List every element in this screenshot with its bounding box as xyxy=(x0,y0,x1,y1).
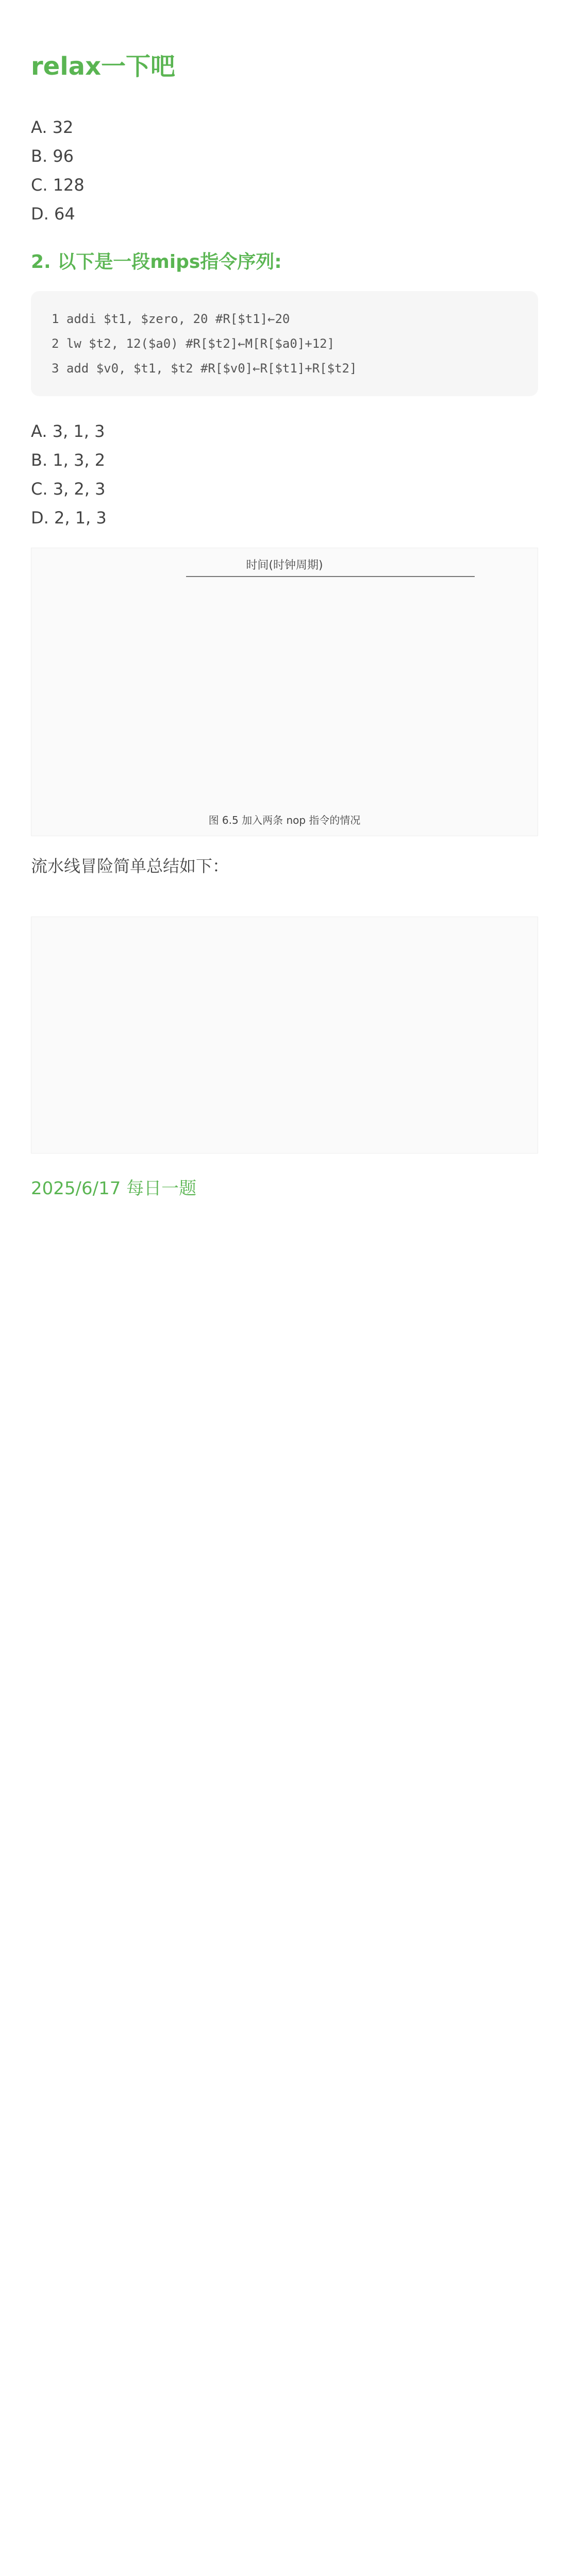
post-title: relax一下吧 xyxy=(31,52,176,81)
question-2-heading: 2. 以下是一段mips指令序列: xyxy=(31,251,282,273)
code-line: 1 addi $t1, $zero, 20 #R[$t1]←20 xyxy=(52,312,290,326)
q2-option-a: A. 3, 1, 3 xyxy=(31,421,105,441)
q1-option-a: A. 32 xyxy=(31,117,74,137)
q2-option-c: C. 3, 2, 3 xyxy=(31,479,106,499)
q1-option-c: C. 128 xyxy=(31,175,85,195)
q2-option-b: B. 1, 3, 2 xyxy=(31,450,106,470)
q1-option-d: D. 64 xyxy=(31,204,75,224)
monitor-svg xyxy=(31,917,538,1153)
pipeline-caption: 图 6.5 加入两条 nop 指令的情况 xyxy=(208,814,361,826)
pipeline-diagram xyxy=(31,548,538,836)
mips-code-block xyxy=(31,291,538,396)
monitor-code-diagram xyxy=(31,917,538,1154)
summary-title: 流水线冒险简单总结如下： xyxy=(31,856,229,876)
code-line: 3 add $v0, $t1, $t2 #R[$v0]←R[$t1]+R[$t2] xyxy=(52,361,357,376)
q2-option-d: D. 2, 1, 3 xyxy=(31,508,107,528)
footer-date: 2025/6/17 每日一题 xyxy=(31,1178,197,1199)
q1-option-b: B. 96 xyxy=(31,146,74,166)
code-line: 2 lw $t2, 12($a0) #R[$t2]←M[R[$a0]+12] xyxy=(52,336,335,351)
pipeline-svg xyxy=(31,548,538,836)
pipeline-axis-label: 时间(时钟周期) xyxy=(246,559,323,572)
